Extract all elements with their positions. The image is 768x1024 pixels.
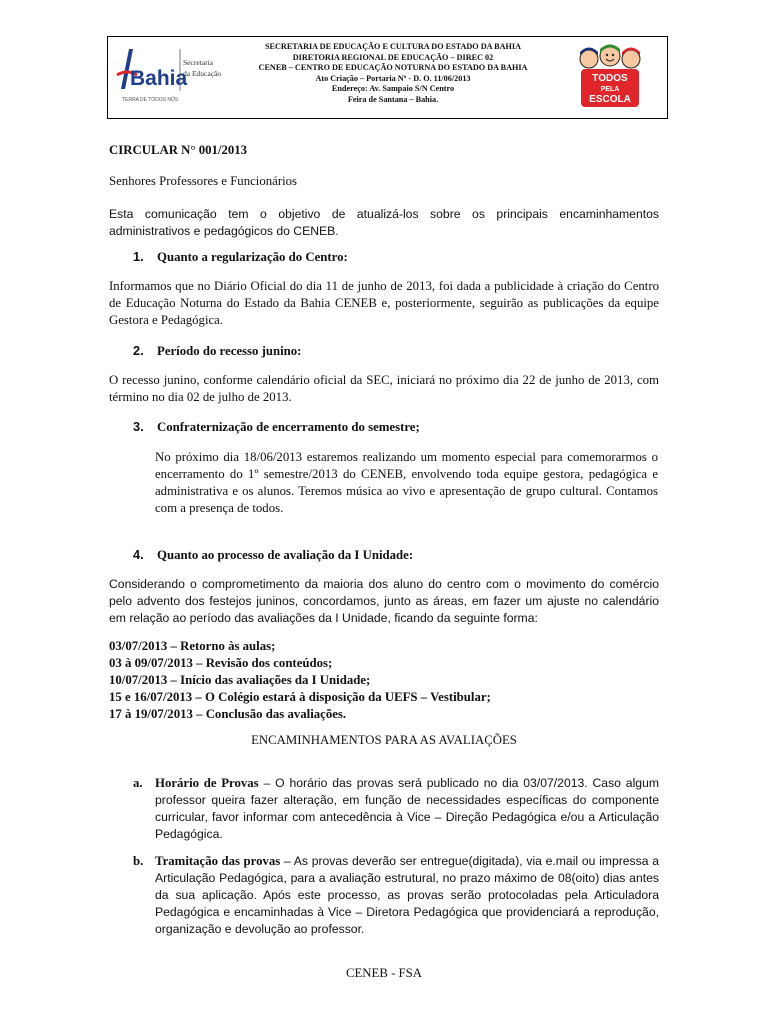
letterhead-text	[213, 42, 573, 106]
section-2-heading	[133, 342, 301, 360]
section-1-heading	[133, 248, 348, 266]
item-letter: b.	[133, 854, 144, 868]
section-3-heading	[133, 418, 420, 436]
schedule-item: 17 à 19/07/2013 – Conclusão das avaliações.	[109, 707, 347, 721]
item-letter: a.	[133, 776, 143, 790]
svg-text:TODOS: TODOS	[592, 73, 628, 84]
schedule-item: 10/07/2013 – Início das avaliações da I Unidade;	[109, 673, 371, 687]
section-1-paragraph: Informamos que no Diário Oficial do dia 11 de junho de 2013, foi dada a publicidade à criação do Centro de Educação Noturna do Estado da Bahia CENEB e, posteriormente, seguirão as publicações da equipe Gestora e Pedagógica.	[109, 279, 659, 327]
item-text: – O horário das provas será publicado no dia 03/07/2013. Caso algum professor queira fazer alteração, em função de necessidades específicas do componente curricular, favor informar com antecedência à Vice – Direção Pedagógica e/ou a Articulação Pedagógica.	[155, 776, 660, 841]
schedule-item: 03 à 09/07/2013 – Revisão dos conteúdos;	[109, 656, 333, 670]
schedule-item: 15 e 16/07/2013 – O Colégio estará à disposição da UEFS – Vestibular;	[109, 690, 491, 704]
item-title: Horário de Provas	[155, 776, 259, 790]
svg-text:PELA: PELA	[600, 86, 620, 93]
header-line: DIRETORIA REGIONAL DE EDUCAÇÃO – DIREC 02	[292, 52, 494, 62]
section-3-paragraph: No próximo dia 18/06/2013 estaremos realizando um momento especial para comemorarmos o encerramento do 1º semestre/2013 do CENEB, envolvendo toda equipe gestora, pedagógica e administrativa e os alunos. Teremos música ao vivo e apresentação de grupo cultural. Contamos com a presença de todos.	[155, 450, 658, 515]
svg-text:TERRA DE TODOS NÓS: TERRA DE TODOS NÓS	[122, 97, 179, 103]
todos-pela-escola-logo	[578, 43, 642, 109]
section-title: Confraternização de encerramento do semestre;	[157, 420, 420, 434]
salutation: Senhores Professores e Funcionários	[109, 174, 298, 188]
schedule-item: 03/07/2013 – Retorno às aulas;	[109, 639, 276, 653]
svg-text:Secretaria: Secretaria	[183, 58, 213, 67]
page-footer: CENEB - FSA	[345, 966, 423, 980]
evaluation-item-b	[133, 853, 659, 938]
section-title: Quanto ao processo de avaliação da I Unidade:	[157, 548, 414, 562]
svg-text:da Educação: da Educação	[183, 69, 222, 78]
circular-title: CIRCULAR N° 001/2013	[109, 143, 248, 157]
svg-text:Bahia: Bahia	[130, 67, 188, 90]
header-line: CENEB – CENTRO DE EDUCAÇÃO NOTURNA DO ESTADO DA BAHIA	[258, 63, 528, 73]
evaluation-item-a	[133, 775, 659, 843]
section-number: 1.	[133, 249, 144, 264]
header-line: SECRETARIA DE EDUCAÇÃO E CULTURA DO ESTADO DA BAHIA	[265, 42, 521, 51]
section-title: Quanto a regularização do Centro:	[157, 250, 348, 264]
header-line: Ato Criação – Portaria Nº - D. O. 11/06/2013	[315, 73, 471, 83]
section-number: 2.	[133, 343, 144, 358]
item-text: – As provas deverão ser entregue(digitada), via e.mail ou impressa a Articulação Pedagógica, para a avaliação estrutural, no prazo máximo de 08(oito) dias antes da sua aplicação. Após este processo, as provas serão protocoladas pela Articuladora Pedagógica e encaminhadas à Vice – Diretora Pedagógica que providenciará a reprodução, organização e devolução ao professor.	[155, 854, 659, 936]
section-title: Período do recesso junino:	[157, 344, 302, 358]
evaluations-heading: ENCAMINHAMENTOS PARA AS AVALIAÇÕES	[251, 733, 517, 747]
section-number: 3.	[133, 419, 144, 434]
header-line: Feira de Santana – Bahia.	[347, 94, 439, 104]
header-line: Endereço: Av. Sampaio S/N Centro	[331, 84, 455, 94]
section-4-paragraph: Considerando o comprometimento da maioria dos aluno do centro com o movimento do comércio pelo advento dos festejos juninos, concordamos, junto as áreas, em fazer um ajuste no calendário em relação ao período das avaliações da I Unidade, ficando da seguinte forma:	[109, 577, 659, 625]
svg-text:ESCOLA: ESCOLA	[589, 94, 631, 105]
bahia-education-logo	[115, 41, 222, 105]
intro-paragraph: Esta comunicação tem o objetivo de atualizá-los sobre os principais encaminhamentos administrativos e pedagógicos do CENEB.	[109, 207, 659, 238]
item-title: Tramitação das provas	[155, 854, 281, 868]
section-4-heading	[133, 546, 413, 564]
section-2-paragraph: O recesso junino, conforme calendário oficial da SEC, iniciará no próximo dia 22 de junho de 2013, com término no dia 02 de julho de 2013.	[109, 373, 659, 404]
schedule-list	[109, 638, 659, 723]
letterhead	[107, 36, 668, 119]
section-number: 4.	[133, 547, 144, 562]
